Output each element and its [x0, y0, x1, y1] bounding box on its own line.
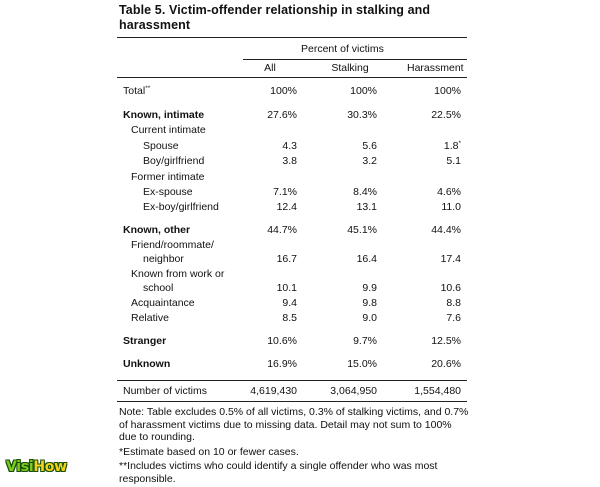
table-cell: 100%: [350, 85, 377, 97]
row-label-friend-line2: neighbor: [143, 253, 184, 265]
visihow-logo: VisiHow: [6, 459, 67, 475]
table-cell: 44.7%: [267, 224, 297, 236]
table-cell: 9.7%: [353, 335, 377, 347]
table-cell: 27.6%: [267, 109, 297, 121]
row-label-known-intimate: Known, intimate: [123, 109, 205, 121]
row-label-former-intimate: Former intimate: [131, 171, 205, 183]
table-cell: 9.9: [362, 282, 377, 294]
table-cell: 5.6: [362, 140, 377, 152]
table-cell: 1,554,480: [414, 385, 461, 397]
table-cell: 30.3%: [347, 109, 377, 121]
row-label-ex-spouse: Ex-spouse: [143, 186, 193, 198]
row-label-friend-line1: Friend/roommate/: [131, 239, 214, 251]
table-title: Table 5. Victim-offender relationship in stalking and harassment: [119, 3, 431, 32]
table-cell: 4.3: [282, 140, 297, 152]
row-label-boy-girlfriend: Boy/girlfriend: [143, 155, 205, 167]
table-cell: 8.5: [282, 312, 297, 324]
double-asterisk-marker: **: [145, 85, 151, 92]
asterisk-marker: *: [458, 140, 461, 147]
table-cell: 16.4: [356, 253, 377, 265]
table-cell: 12.4: [276, 201, 297, 213]
table-cell: 20.6%: [431, 358, 461, 370]
row-label-relative: Relative: [131, 312, 169, 324]
column-header-stalking: Stalking: [331, 62, 369, 74]
table-cell: 9.0: [362, 312, 377, 324]
data-table: [117, 38, 467, 380]
row-label-unknown: Unknown: [123, 358, 171, 370]
row-label-ex-boy-girlfriend: Ex-boy/girlfriend: [143, 201, 219, 213]
row-label-total: Total**: [123, 85, 151, 97]
table-cell: 10.1: [276, 282, 297, 294]
table-cell: 12.5%: [431, 335, 461, 347]
table-cell: 16.9%: [267, 358, 297, 370]
row-label-work-line2: school: [143, 282, 174, 294]
bottom-rule: [117, 401, 467, 402]
table-cell: 5.1: [446, 155, 461, 167]
row-label-spouse: Spouse: [143, 140, 179, 152]
table-cell: 10.6%: [267, 335, 297, 347]
table-cell: 7.6: [446, 312, 461, 324]
table-cell: 8.4%: [353, 186, 377, 198]
table-cell: 100%: [434, 85, 461, 97]
table-cell: 9.8: [362, 297, 377, 309]
table-cell: 4.6%: [437, 186, 461, 198]
table-cell: 4,619,430: [250, 385, 297, 397]
table-cell: 13.1: [356, 201, 377, 213]
table-notes: [117, 406, 469, 485]
row-label-acquaintance: Acquaintance: [131, 297, 195, 309]
row-label-number-of-victims: Number of victims: [123, 385, 208, 397]
table-cell: 100%: [270, 85, 297, 97]
table-cell: 15.0%: [347, 358, 377, 370]
table-cell: 11.0: [441, 201, 461, 213]
document-page: [117, 3, 467, 487]
column-header-all: All: [264, 62, 276, 74]
row-label-current-intimate: Current intimate: [131, 124, 206, 136]
table-cell: 22.5%: [431, 109, 461, 121]
row-label-work-line1: Known from work or: [131, 268, 225, 280]
column-group-label: Percent of victims: [301, 43, 384, 55]
note-single-offender: **Includes victims who could identify a single offender who was most responsible.: [119, 460, 438, 485]
table-cell: 8.8: [446, 297, 461, 309]
table-cell: 9.4: [282, 297, 297, 309]
header-rule: [117, 77, 467, 78]
totals-table: [117, 381, 467, 401]
table-cell: 10.6: [440, 282, 461, 294]
table-cell: 7.1%: [273, 186, 297, 198]
group-rule: [243, 59, 467, 60]
table-cell: 16.7: [276, 253, 297, 265]
note-estimate: *Estimate based on 10 or fewer cases.: [119, 445, 299, 458]
note-missing-data: Note: Table excludes 0.5% of all victims, 0.3% of stalking victims, and 0.7% of harassment victims due to missing data. Detail may not sum to 100% due to rounding.: [119, 406, 469, 443]
table-cell: 45.1%: [347, 224, 377, 236]
table-cell: 3.8: [282, 155, 297, 167]
table-cell: 3.2: [362, 155, 377, 167]
row-label-known-other: Known, other: [123, 224, 191, 236]
row-label-stranger: Stranger: [123, 335, 167, 347]
table-cell: 17.4: [440, 253, 461, 265]
column-header-harassment: Harassment: [407, 62, 464, 74]
table-cell: 1.8*: [443, 140, 461, 152]
table-cell: 3,064,950: [330, 385, 377, 397]
table-cell: 44.4%: [431, 224, 461, 236]
